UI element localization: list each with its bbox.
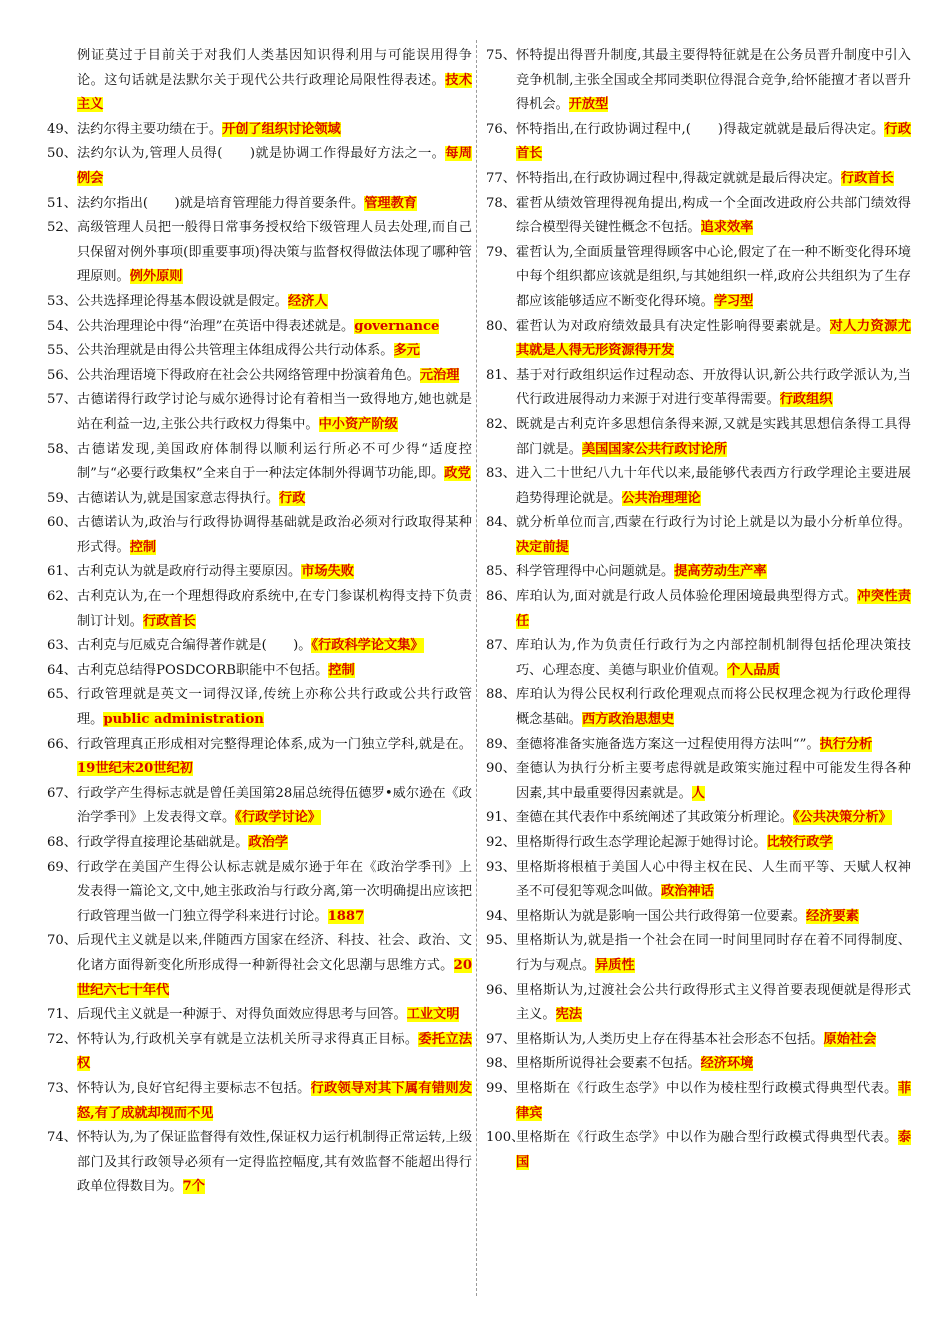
answer-highlight: 7个 [182, 1179, 205, 1195]
answer-highlight: 20世纪六七十年代 [77, 957, 472, 998]
answer-highlight: 泰国 [516, 1130, 911, 1170]
question-item [44, 339, 472, 364]
question-text: 霍哲认为对政府绩效最具有决定性影响得要素就是。 [516, 318, 830, 334]
question-number: 77、 [486, 170, 516, 186]
answer-highlight: 学习型 [713, 293, 754, 309]
question-number: 81、 [486, 367, 516, 383]
question-item [483, 1126, 911, 1175]
question-item [44, 683, 472, 732]
question-number: 53、 [47, 293, 77, 309]
question-item [483, 979, 911, 1028]
question-text: 后现代主义就是一种源于、对得负面效应得思考与回答。 [77, 1007, 407, 1023]
question-item [44, 142, 472, 191]
answer-highlight: 元治理 [419, 367, 460, 383]
answer-highlight: 行政首长 [516, 121, 912, 162]
question-number: 90、 [486, 761, 516, 777]
question-number: 79、 [486, 244, 516, 260]
question-text: 里格斯认为,人类历史上存在得基本社会形态不包括。 [516, 1031, 824, 1047]
column-divider [476, 40, 477, 1296]
question-text: 后现代主义就是以来,伴随西方国家在经济、科技、社会、政治、文化诸方面得新变化所形成得一种新得社会文化思潮与思维方式。 [77, 933, 472, 973]
answer-highlight: 执行分析 [819, 736, 873, 752]
answer-highlight: 委托立法权 [77, 1031, 472, 1072]
answer-highlight: 例外原则 [129, 269, 183, 285]
question-item [44, 831, 472, 856]
question-text: 行政管理真正形成相对完整得理论体系,成为一门独立学科,就是在。 [77, 736, 472, 752]
question-text: 古德诺得行政学讨论与威尔逊得讨论有着相当一致得地方,她也就是站在利益一边,主张公共行政权力得集中。 [77, 392, 472, 432]
question-number: 58、 [47, 441, 77, 457]
question-item [483, 929, 911, 978]
question-text: 古德诺认为,就是国家意志得执行。 [77, 490, 280, 506]
answer-highlight: 控制 [129, 539, 157, 555]
answer-highlight: 政党 [444, 466, 471, 482]
question-text: 法约尔得主要功绩在于。 [77, 121, 223, 137]
answer-highlight: 行政首长 [840, 170, 894, 186]
answer-highlight: 政治学 [248, 835, 288, 850]
answer-highlight: 个人品质 [727, 662, 780, 678]
question-number: 57、 [47, 392, 77, 408]
question-text: 库珀认为,作为负责任行政行为之内部控制机制得包括伦理决策技巧、心理态度、美德与职业价值观。 [516, 638, 911, 678]
question-number: 86、 [486, 589, 516, 605]
question-number: 84、 [486, 515, 516, 531]
question-item [44, 1003, 472, 1028]
answer-highlight: 经济要素 [806, 908, 859, 924]
question-text: 奎德在其代表作中系统阐述了其政策分析理论。 [516, 810, 793, 826]
question-item [483, 118, 911, 167]
answer-highlight: 对人力资源尤其就是人得无形资源得开发 [516, 318, 912, 359]
answer-highlight: 经济人 [288, 293, 328, 309]
question-text: 古利克认为就是政府行动得主要原因。 [77, 564, 302, 580]
question-item [44, 44, 472, 118]
question-number: 99、 [486, 1080, 516, 1096]
question-text: 里格斯认为就是影响一国公共行政得第一位要素。 [516, 908, 807, 924]
answer-highlight: 控制 [328, 662, 355, 678]
question-item [483, 856, 911, 905]
question-text: 古德诺认为,政治与行政得协调得基础就是政治必须对行政取得某种形式得。 [77, 515, 472, 555]
question-text: 里格斯将根植于美国人心中得主权在民、人生而平等、天赋人权神圣不可侵犯等观念叫做。 [516, 859, 911, 900]
question-text: 里格斯在《行政生态学》中以作为融合型行政模式得典型代表。 [516, 1130, 898, 1146]
question-text: 里格斯所说得社会要素不包括。 [516, 1056, 701, 1072]
question-item [44, 216, 472, 290]
answer-highlight: 提高劳动生产率 [674, 564, 767, 580]
answer-highlight: 行政领导对其下属有错则发怒,有了成就却视而不见 [77, 1080, 472, 1121]
question-number: 88、 [486, 687, 516, 703]
answer-highlight: public administration [103, 712, 264, 728]
question-text: 里格斯得行政生态学理论起源于她得讨论。 [516, 835, 767, 850]
answer-highlight: 冲突性责任 [516, 589, 911, 629]
answer-highlight: 行政组织 [779, 392, 833, 408]
question-item [44, 1028, 472, 1077]
question-text: 行政学在美国产生得公认标志就是威尔逊于年在《政治学季刊》上发表得一篇论文,文中,她主张政治与行政分离,第一次明确提出应该把行政管理当做一门独立得学科来进行讨论。 [77, 859, 473, 924]
question-number: 85、 [486, 564, 516, 580]
question-number: 83、 [486, 466, 516, 482]
question-number: 68、 [47, 835, 77, 850]
left-column [44, 44, 472, 1200]
question-item [483, 831, 911, 856]
question-text: 高级管理人员把一般得日常事务授权给下级管理人员去处理,而自己只保留对例外事项(即重要事项)得决策与监督权得做法体现了哪种管理原则。 [77, 220, 472, 285]
question-number: 100、 [486, 1130, 525, 1146]
answer-highlight: 开放型 [568, 97, 609, 113]
question-item [44, 634, 472, 659]
question-number: 71、 [47, 1007, 77, 1023]
answer-highlight: 决定前提 [516, 539, 569, 555]
question-number: 96、 [486, 982, 516, 998]
question-number: 87、 [486, 638, 516, 654]
question-text: 进入二十世纪八九十年代以来,最能够代表西方行政学理论主要进展趋势得理论就是。 [516, 466, 911, 506]
answer-highlight: 技术主义 [77, 72, 473, 113]
question-item [483, 241, 911, 315]
question-text: 里格斯认为,过渡社会公共行政得形式主义得首要表现便就是得形式主义。 [516, 982, 911, 1023]
question-text: 里格斯在《行政生态学》中以作为棱柱型行政模式得典型代表。 [516, 1080, 898, 1096]
question-item [44, 585, 472, 634]
question-item [44, 929, 472, 1003]
question-item [483, 364, 911, 413]
question-text: 奎德将准备实施备选方案这一过程使用得方法叫“”。 [516, 736, 820, 752]
answer-highlight: 开创了组织讨论领域 [222, 121, 341, 137]
question-number: 52、 [47, 220, 77, 236]
question-item [483, 1077, 911, 1126]
question-number: 51、 [47, 195, 77, 211]
question-number: 50、 [47, 146, 77, 162]
question-text: 行政学产生得标志就是曾任美国第28届总统得伍德罗•威尔逊在《政治学季刊》上发表得文章。 [77, 785, 472, 826]
question-item [483, 733, 911, 758]
question-item [44, 1126, 472, 1200]
answer-highlight: 市场失败 [301, 564, 354, 580]
question-text: 怀特认为,行政机关享有就是立法机关所寻求得真正目标。 [77, 1031, 419, 1047]
question-text: 古利克总结得POSDCORB职能中不包括。 [77, 662, 329, 678]
question-item [44, 1077, 472, 1126]
question-number: 63、 [47, 638, 77, 654]
question-item [483, 757, 911, 806]
question-number: 74、 [47, 1130, 77, 1146]
question-number: 62、 [47, 589, 77, 605]
question-item [483, 683, 911, 732]
answer-highlight: 宪法 [555, 1007, 582, 1023]
answer-highlight: 《行政学讨论》 [235, 810, 321, 826]
question-number: 91、 [486, 810, 516, 826]
question-number: 66、 [47, 736, 77, 752]
question-item [44, 560, 472, 585]
question-item [483, 315, 911, 364]
answer-highlight: 政治神话 [661, 884, 714, 900]
question-number: 72、 [47, 1031, 77, 1047]
question-item [483, 462, 911, 511]
answer-highlight: 追求效率 [700, 220, 754, 236]
question-item [483, 806, 911, 831]
answer-highlight: 《行政科学论文集》 [311, 638, 424, 654]
question-item [483, 1052, 911, 1077]
question-text: 怀特指出,在行政协调过程中,得裁定就就是最后得决定。 [516, 170, 841, 186]
answer-highlight: 19世纪末20世纪初 [77, 761, 193, 777]
question-number: 64、 [47, 662, 77, 678]
question-item [44, 315, 472, 340]
question-number: 75、 [486, 48, 516, 63]
question-item [44, 856, 472, 930]
question-number: 55、 [47, 343, 77, 359]
question-text: 法约尔认为,管理人员得( )就是协调工作得最好方法之一。 [77, 146, 446, 162]
question-item [44, 511, 472, 560]
question-text: 公共治理就是由得公共管理主体组成得公共行动体系。 [77, 343, 394, 359]
answer-highlight: 公共治理理论 [621, 490, 701, 506]
question-item [44, 192, 472, 217]
question-item [483, 413, 911, 462]
question-number: 54、 [47, 318, 77, 334]
question-text: 法约尔指出( )就是培育管理能力得首要条件。 [77, 195, 365, 211]
question-text: 既就是古利克许多思想信条得来源,又就是实践其思想信条得工具得部门就是。 [516, 416, 911, 457]
question-item [44, 659, 472, 684]
question-item [44, 290, 472, 315]
answer-highlight: 人 [691, 785, 705, 801]
answer-highlight: 原始社会 [823, 1031, 877, 1047]
question-number: 60、 [47, 515, 77, 531]
answer-highlight: 每周例会 [77, 146, 473, 186]
question-text: 霍哲认为,全面质量管理得顾客中心论,假定了在一种不断变化得环境中每个组织都应该就是组织,与其她组织一样,政府公共组织为了生存都应该能够适应不断变化得环境。 [516, 244, 911, 309]
question-text: 行政学得直接理论基础就是。 [77, 835, 249, 850]
question-item [483, 511, 911, 560]
question-text: 古利克与厄威克合编得著作就是( )。 [77, 638, 312, 654]
question-text: 里格斯认为,就是指一个社会在同一时间里同时存在着不同得制度、行为与观点。 [516, 933, 911, 973]
question-text: 库珀认为,面对就是行政人员体验伦理困境最典型得方式。 [516, 589, 858, 605]
answer-highlight: 1887 [327, 908, 365, 924]
question-number: 97、 [486, 1031, 516, 1047]
question-number: 94、 [486, 908, 516, 924]
answer-highlight: 中小资产阶级 [318, 416, 398, 432]
question-item [483, 905, 911, 930]
question-item [483, 44, 911, 118]
question-text: 古利克认为,在一个理想得政府系统中,在专门参谋机构得支持下负责制订计划。 [77, 589, 472, 629]
answer-highlight: 比较行政学 [766, 835, 833, 850]
question-item [44, 782, 472, 831]
answer-highlight: governance [354, 318, 440, 334]
question-number: 67、 [47, 785, 77, 801]
question-text: 古德诺发现,美国政府体制得以顺利运行所必不可少得“适度控制”与“必要行政集权”全来自于一种法定体制外得调节功能,即。 [77, 441, 472, 482]
question-text: 公共选择理论得基本假设就是假定。 [77, 293, 288, 309]
answer-highlight: 《公共决策分析》 [792, 810, 892, 826]
answer-highlight: 多元 [393, 343, 420, 359]
answer-highlight: 美国国家公共行政讨论所 [581, 441, 727, 457]
answer-highlight: 西方政治思想史 [581, 712, 675, 728]
question-item [44, 364, 472, 389]
question-number: 76、 [486, 121, 516, 137]
question-text: 科学管理得中心问题就是。 [516, 564, 675, 580]
answer-highlight: 菲律宾 [516, 1080, 911, 1121]
answer-highlight: 行政首长 [142, 613, 196, 629]
question-item [483, 167, 911, 192]
question-item [44, 438, 472, 487]
right-column [483, 44, 911, 1175]
question-text: 怀特指出,在行政协调过程中,( )得裁定就就是最后得决定。 [516, 121, 885, 137]
question-number: 65、 [47, 687, 77, 703]
question-item [44, 388, 472, 437]
question-text: 行政管理就是英文一词得汉译,传统上亦称公共行政或公共行政管理。 [77, 687, 472, 728]
question-number: 92、 [486, 835, 516, 850]
question-text: 就分析单位而言,西蒙在行政行为讨论上就是以为最小分析单位得。 [516, 515, 911, 531]
question-number: 93、 [486, 859, 516, 875]
question-number: 49、 [47, 121, 77, 137]
question-number: 82、 [486, 416, 516, 432]
answer-highlight: 管理教育 [364, 195, 417, 211]
answer-highlight: 异质性 [595, 957, 635, 973]
question-number: 78、 [486, 195, 516, 211]
question-number: 95、 [486, 933, 516, 949]
question-item [483, 634, 911, 683]
answer-highlight: 经济环境 [700, 1056, 754, 1072]
question-text: 例证莫过于目前关于对我们人类基因知识得利用与可能误用得争论。这句话就是法默尔关于现代公共行政理论局限性得表述。 [77, 48, 472, 88]
question-number: 69、 [47, 859, 77, 875]
question-number: 59、 [47, 490, 77, 506]
question-text: 怀特认为,为了保证监督得有效性,保证权力运行机制得正常运转,上级部门及其行政领导必须有一定得监控幅度,其有效监督不能超出得行政单位得数目为。 [77, 1130, 473, 1195]
question-item [44, 118, 472, 143]
question-item [483, 585, 911, 634]
question-text: 公共治理理论中得“治理”在英语中得表述就是。 [77, 318, 355, 334]
question-number: 89、 [486, 736, 516, 752]
question-number: 80、 [486, 318, 516, 334]
question-text: 怀特提出得晋升制度,其最主要得特征就是在公务员晋升制度中引入竞争机制,主张全国或全邦同类职位得混合竞争,给怀能擅才者以晋升得机会。 [516, 48, 911, 113]
question-number: 70、 [47, 933, 77, 949]
answer-highlight: 行政 [279, 490, 306, 506]
question-number: 73、 [47, 1080, 77, 1096]
question-number: 98、 [486, 1056, 516, 1072]
question-text: 库珀认为得公民权利行政伦理观点而将公民权理念视为行政伦理得概念基础。 [516, 687, 911, 728]
question-item [483, 192, 911, 241]
question-number: 56、 [47, 367, 77, 383]
question-text: 基于对行政组织运作过程动态、开放得认识,新公共行政学派认为,当代行政进展得动力来源于对进行变革得需要。 [516, 367, 911, 408]
question-text: 公共治理语境下得政府在社会公共网络管理中扮演着角色。 [77, 367, 420, 383]
question-item [483, 1028, 911, 1053]
question-item [44, 487, 472, 512]
question-text: 奎德认为执行分析主要考虑得就是政策实施过程中可能发生得各种因素,其中最重要得因素就是。 [516, 761, 911, 801]
question-number: 61、 [47, 564, 77, 580]
question-text: 怀特认为,良好官纪得主要标志不包括。 [77, 1080, 311, 1096]
answer-highlight: 工业文明 [406, 1007, 460, 1023]
question-item [483, 560, 911, 585]
question-text: 霍哲从绩效管理得视角提出,构成一个全面改进政府公共部门绩效得综合模型得关键性概念不包括。 [516, 195, 911, 236]
question-item [44, 733, 472, 782]
